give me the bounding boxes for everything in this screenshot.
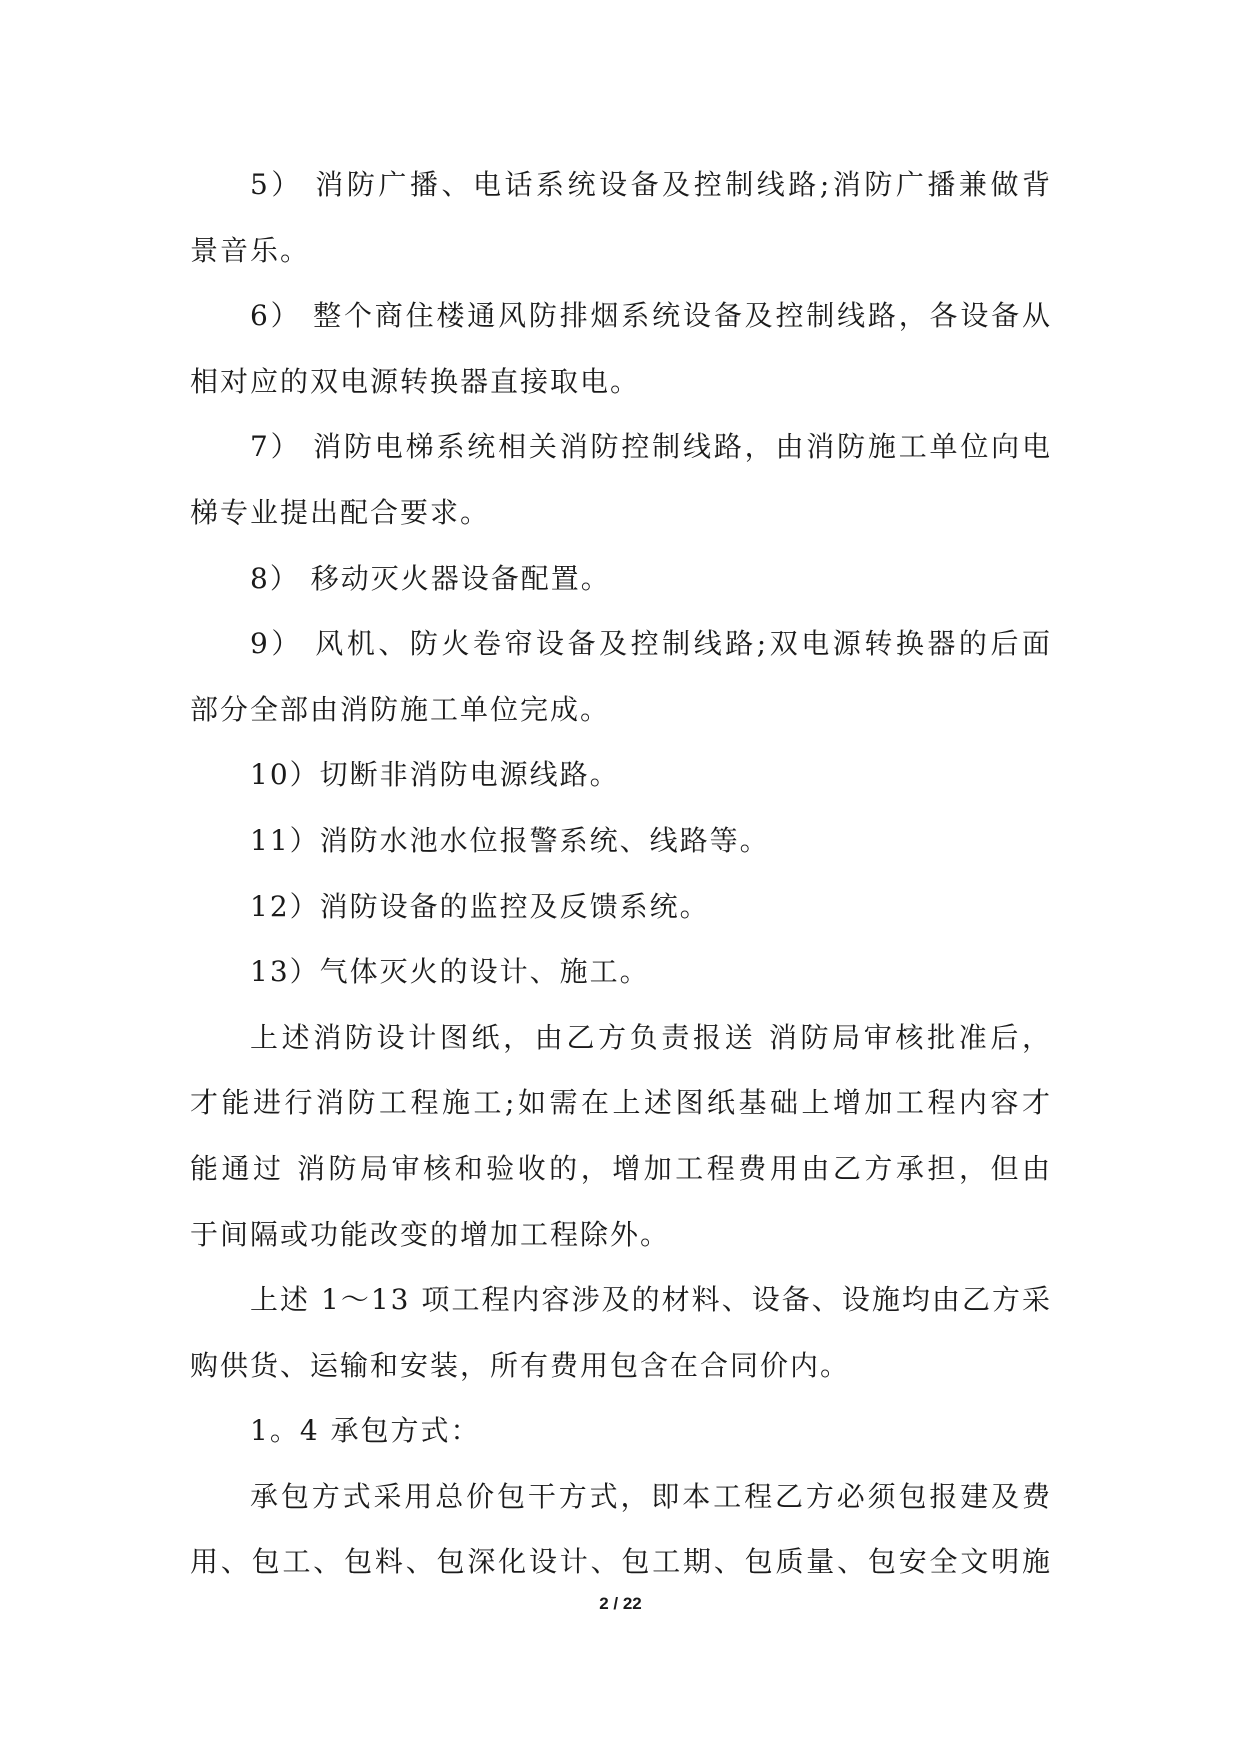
paragraph	[190, 939, 1052, 1005]
paragraph	[190, 808, 1052, 874]
text-line: 上述 1～13 项工程内容涉及的材料、设备、设施均由乙方采	[250, 1283, 1052, 1317]
paragraph	[190, 283, 1052, 414]
paragraph	[190, 611, 1052, 742]
text-line: 10）切断非消防电源线路。	[250, 758, 620, 792]
text-line: 13）气体灭火的设计、施工。	[250, 955, 650, 989]
document-body	[190, 152, 1052, 1595]
text-line: 8） 移动灭火器设备配置。	[250, 561, 611, 595]
paragraph	[190, 742, 1052, 808]
paragraph	[190, 152, 1052, 283]
text-line: 相对应的双电源转换器直接取电。	[190, 364, 641, 398]
text-line: 上述消防设计图纸，由乙方负责报送 消防局审核批准后，	[250, 1020, 1052, 1054]
text-line: 用、包工、包料、包深化设计、包工期、包质量、包安全文明施	[190, 1545, 1052, 1579]
text-line: 才能进行消防工程施工;如需在上述图纸基础上增加工程内容才	[190, 1086, 1052, 1120]
text-line: 景音乐。	[190, 233, 311, 267]
paragraph	[190, 874, 1052, 940]
text-line: 部分全部由消防施工单位完成。	[190, 692, 611, 726]
paragraph	[190, 1398, 1052, 1464]
text-line: 5） 消防广播、电话系统设备及控制线路;消防广播兼做背	[250, 168, 1052, 201]
paragraph	[190, 414, 1052, 545]
paragraph	[190, 1267, 1052, 1398]
page-number: 2 / 22	[599, 1594, 642, 1613]
paragraph	[190, 546, 1052, 612]
text-line: 1。4 承包方式：	[250, 1414, 481, 1448]
paragraph	[190, 1464, 1052, 1595]
paragraph	[190, 1005, 1052, 1267]
text-line: 梯专业提出配合要求。	[190, 495, 491, 529]
text-line: 6） 整个商住楼通风防排烟系统设备及控制线路，各设备从	[250, 299, 1052, 333]
text-line: 7） 消防电梯系统相关消防控制线路，由消防施工单位向电	[250, 430, 1052, 464]
text-line: 承包方式采用总价包干方式，即本工程乙方必须包报建及费	[250, 1479, 1052, 1513]
text-line: 9） 风机、防火卷帘设备及控制线路;双电源转换器的后面	[250, 627, 1052, 661]
text-line: 于间隔或功能改变的增加工程除外。	[190, 1217, 671, 1251]
text-line: 11）消防水池水位报警系统、线路等。	[250, 823, 770, 857]
text-line: 购供货、运输和安装，所有费用包含在合同价内。	[190, 1348, 851, 1382]
text-line: 能通过 消防局审核和验收的，增加工程费用由乙方承担，但由	[190, 1151, 1052, 1185]
text-line: 12）消防设备的监控及反馈系统。	[250, 889, 710, 923]
